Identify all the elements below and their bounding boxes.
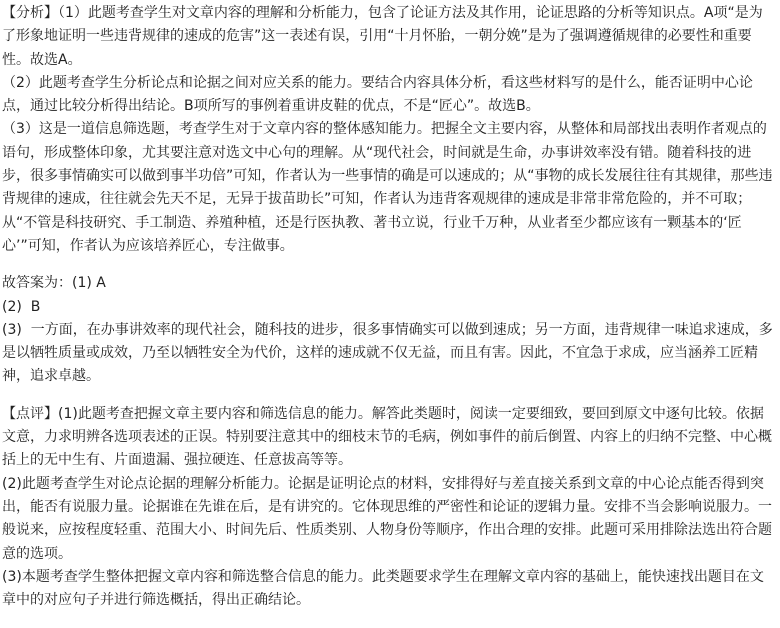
comment-paragraph-2: (2)此题考查学生对论点论据的理解分析能力。论据是证明论点的材料，安排得好与差直接关系到文章的中心论点能否得到突出，能否有说服力量。论据谁在先谁在后，是有讲究的。它体现思维的严密性和论证的逻辑力量。安排不当会影响说服力。一般说来，应按程度轻重、范围大小、时间先后、性质类别、人物身份等顺序，作出合理的安排。此题可采用排除法选出符合题意的选项。	[2, 475, 772, 562]
section-gap	[2, 258, 776, 272]
analysis-paragraph-2: （2）此题考查学生分析论点和论据之间对应关系的能力。要结合内容具体分析，看这些材料写的是什么，能否证明中心论点，通过比较分析得出结论。B项所写的事例着重讲皮鞋的优点，不是“匠心”。故选B。	[2, 74, 753, 115]
comment-paragraph-3: (3)本题考查学生整体把握文章内容和筛选整合信息的能力。此类题要求学生在理解文章内容的基础上，能快速找出题目在文章中的对应句子并进行筛选概括，得出正确结论。	[2, 568, 764, 609]
analysis-paragraph-1: 【分析】（1）此题考查学生对文章内容的理解和分析能力，包含了论证方法及其作用，论证思路的分析等知识点。A项“是为了形象地证明一些违背规律的速成的危害”这一表述有误，引用“十月怀胎，一朝分娩”是为了强调遵循规律的必要性和重要性。故选A。	[2, 5, 763, 68]
comment-paragraph-1: 【点评】(1)此题考查把握文章主要内容和筛选信息的能力。解答此类题时，阅读一定要细致，要回到原文中逐句比较。依据文意，力求明辨各选项表述的正误。特别要注意其中的细枝末节的毛病，例如事件的前后倒置、内容上的归纳不完整、中心概括上的无中生有、片面遗漏、强拉硬连、任意拔高等等。	[2, 405, 772, 469]
answer-line-3: (3) 一方面，在办事讲效率的现代社会，随科技的进步，很多事情确实可以做到速成；另一方面，违背规律一味追求速成，多是以牺牲质量或成效，乃至以牺牲安全为代价，这样的速成就不仅无益，而且有害。因此，不宜急于求成，应当涵养工匠精神，追求卓越。	[2, 321, 773, 385]
analysis-paragraph-3: （3）这是一道信息筛选题，考查学生对于文章内容的整体感知能力。把握全文主要内容，从整体和局部找出表明作者观点的语句，形成整体印象，尤其要注意对选文中心句的理解。从“现代社会，时间就是生命，办事讲效率没有错。随着科技的进步，很多事情确实可以做到事半功倍”可知，作者认为一些事情的确是可以速成的；从“事物的成长发展往往有其规律，那些违背规律的速成，往往就会先天不足，无异于拔苗助长”可知，作者认为违背客观规律的速成是非常非常危险的，并不可取；从“不管是科技研究、手工制造、养殖种植，还是行医执教、著书立说，行业千万种，从业者至少都应该有一颗基本的‘匠心’”可知，作者认为应该培养匠心，专注做事。	[2, 121, 773, 254]
answer-line-2: (2) B	[2, 298, 41, 315]
answer-section	[2, 272, 776, 388]
comment-section	[2, 403, 776, 613]
section-gap	[2, 389, 776, 403]
answer-line-1: 故答案为：(1) A	[2, 275, 106, 292]
analysis-section	[2, 2, 776, 258]
